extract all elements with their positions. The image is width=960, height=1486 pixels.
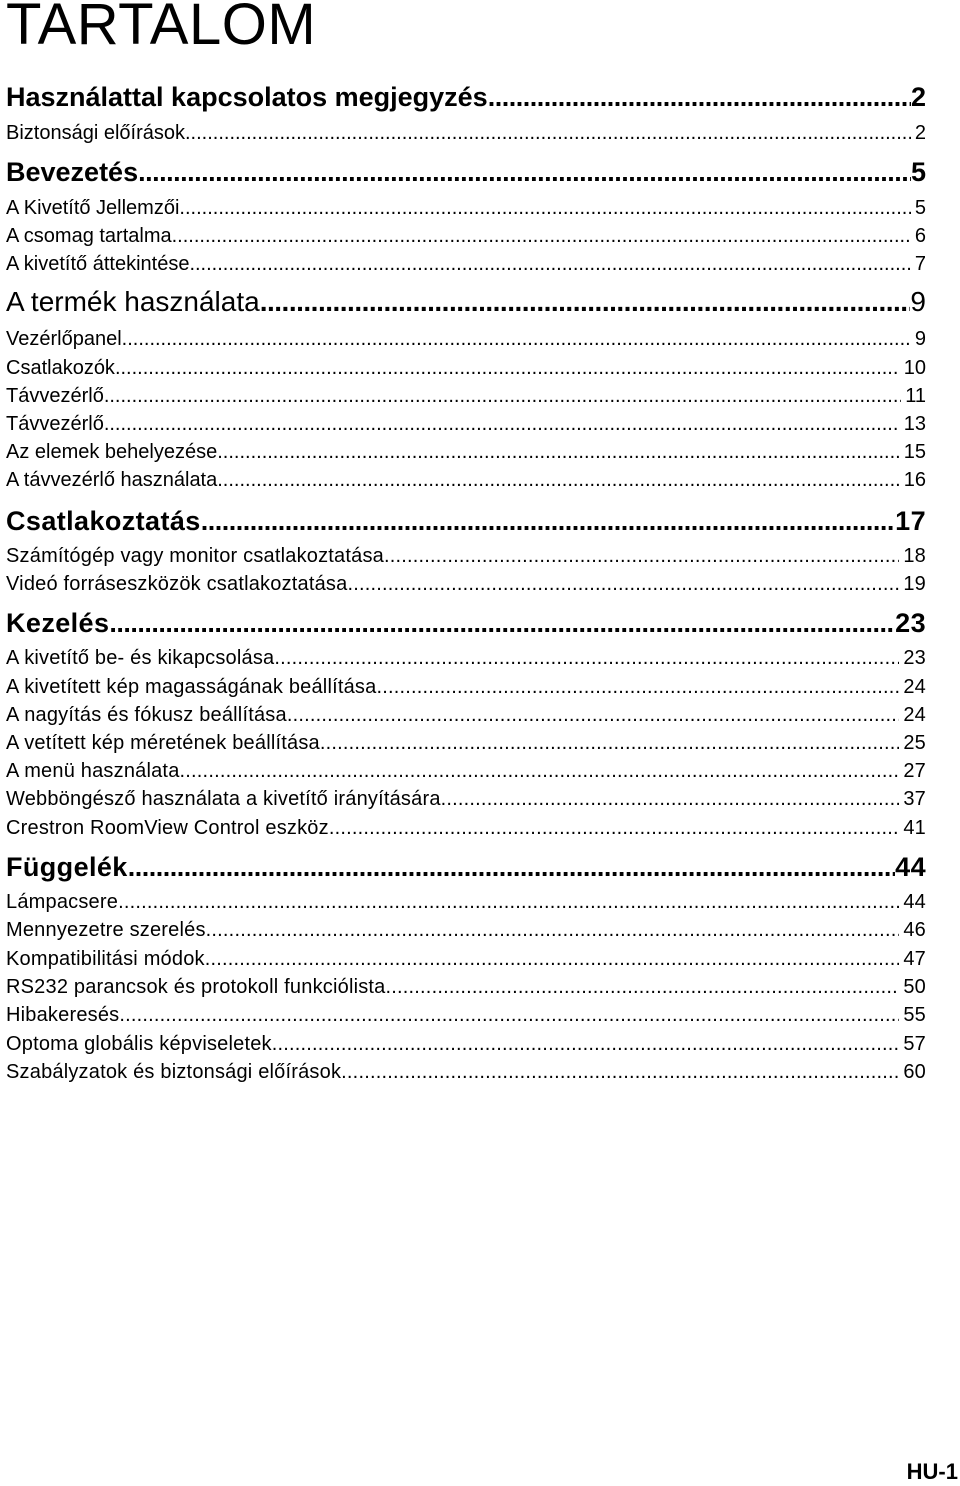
toc-entry-page: 37 xyxy=(903,788,926,810)
dot-leader xyxy=(205,946,900,972)
toc-entry-page: 15 xyxy=(903,441,926,463)
toc-heading-kezeles[interactable] xyxy=(6,607,926,639)
toc-entry-page: 5 xyxy=(914,197,926,219)
dot-leader xyxy=(179,195,910,221)
toc-entry-label: A távvezérlő használata xyxy=(6,469,218,491)
toc-entry-page: 10 xyxy=(903,357,926,379)
dot-leader xyxy=(109,607,895,639)
toc-entry[interactable] xyxy=(6,889,926,915)
dot-leader xyxy=(115,355,900,381)
toc-heading-label: A termék használata xyxy=(6,286,260,317)
toc-entry-label: Hibakeresés xyxy=(6,1004,120,1026)
toc-entry[interactable] xyxy=(6,439,926,465)
toc-entry-page: 11 xyxy=(905,385,926,407)
toc-heading-page: 17 xyxy=(895,506,926,536)
toc-entry-label: Webböngésző használata a kivetítő irányítására xyxy=(6,788,441,810)
dot-leader xyxy=(201,505,895,537)
toc-entry-label: Videó forráseszközök csatlakoztatása xyxy=(6,573,348,595)
toc-entry-page: 6 xyxy=(914,225,926,247)
toc-heading-fuggelek[interactable] xyxy=(6,851,926,883)
toc-entry-page: 46 xyxy=(903,919,926,941)
dot-leader xyxy=(185,120,911,146)
toc-entry-label: Kompatibilitási módok xyxy=(6,948,205,970)
toc-entry[interactable] xyxy=(6,355,926,381)
toc-entry-page: 2 xyxy=(914,122,926,144)
dot-leader xyxy=(189,251,910,277)
dot-leader xyxy=(172,223,911,249)
dot-leader xyxy=(329,815,900,841)
dot-leader xyxy=(287,702,900,728)
toc-entry[interactable] xyxy=(6,758,926,784)
toc-entry-page: 41 xyxy=(903,817,926,839)
toc-entry-page: 24 xyxy=(903,676,926,698)
toc-entry-label: A kivetítő áttekintése xyxy=(6,253,190,275)
toc-heading-page: 5 xyxy=(910,157,926,187)
page-number: HU-1 xyxy=(906,1459,958,1484)
toc-entry-page: 27 xyxy=(903,760,926,782)
dot-leader xyxy=(272,1031,900,1057)
toc-entry-label: Biztonsági előírások xyxy=(6,122,185,144)
dot-leader xyxy=(138,156,911,188)
toc-entry-page: 7 xyxy=(914,253,926,275)
dot-leader xyxy=(386,974,900,1000)
toc-entry-label: Szabályzatok és biztonsági előírások xyxy=(6,1061,342,1083)
dot-leader xyxy=(488,81,911,113)
toc-entry[interactable] xyxy=(6,543,926,569)
toc-entry-label: A nagyítás és fókusz beállítása xyxy=(6,704,287,726)
dot-leader xyxy=(320,730,899,756)
toc-heading-bevezetes[interactable] xyxy=(6,156,926,188)
dot-leader xyxy=(347,571,899,597)
dot-leader xyxy=(260,286,911,318)
toc-entry-label: Lámpacsere xyxy=(6,891,119,913)
toc-entry-page: 19 xyxy=(903,573,926,595)
toc-entry-page: 44 xyxy=(903,891,926,913)
toc-entry-page: 24 xyxy=(903,704,926,726)
toc-entry-label: A menü használata xyxy=(6,760,180,782)
toc-entry-page: 9 xyxy=(914,328,926,350)
toc-entry-label: Vezérlőpanel xyxy=(6,328,122,350)
toc-entry-label: Optoma globális képviseletek xyxy=(6,1033,272,1055)
dot-leader xyxy=(217,439,900,465)
toc-entry-label: Csatlakozók xyxy=(6,357,115,379)
toc-entry-page: 18 xyxy=(903,545,926,567)
toc-entry[interactable] xyxy=(6,383,926,409)
toc-heading-termek-hasznalata[interactable] xyxy=(6,286,926,318)
toc-entry[interactable] xyxy=(6,326,926,352)
toc-entry[interactable] xyxy=(6,1002,926,1028)
toc-entry[interactable] xyxy=(6,467,926,493)
toc-entry[interactable] xyxy=(6,917,926,943)
toc-entry[interactable] xyxy=(6,974,926,1000)
toc-entry[interactable] xyxy=(6,120,926,146)
toc-entry-label: Crestron RoomView Control eszköz xyxy=(6,817,329,839)
toc-entry-label: Mennyezetre szerelés xyxy=(6,919,206,941)
dot-leader xyxy=(217,467,900,493)
toc-heading-label: Függelék xyxy=(6,852,128,882)
toc-entry-label: RS232 parancsok és protokoll funkciólista xyxy=(6,976,386,998)
toc-entry-label: Távvezérlő xyxy=(6,385,104,407)
toc-heading-label: Bevezetés xyxy=(6,157,139,187)
toc-heading-page: 2 xyxy=(910,82,926,112)
dot-leader xyxy=(274,645,899,671)
toc-entry[interactable] xyxy=(6,223,926,249)
toc-entry[interactable] xyxy=(6,786,926,812)
toc-entry[interactable] xyxy=(6,1031,926,1057)
toc-entry-page: 55 xyxy=(903,1004,926,1026)
toc-entry[interactable] xyxy=(6,1059,926,1085)
toc-entry[interactable] xyxy=(6,411,926,437)
page-title: TARTALOM xyxy=(6,0,317,57)
toc-heading-page: 23 xyxy=(895,608,926,638)
toc-entry-page: 57 xyxy=(903,1033,926,1055)
toc-entry-label: A kivetített kép magasságának beállítása xyxy=(6,676,377,698)
dot-leader xyxy=(376,674,899,700)
toc-entry[interactable] xyxy=(6,251,926,277)
toc-entry-page: 50 xyxy=(903,976,926,998)
toc-entry[interactable] xyxy=(6,645,926,671)
toc-entry-label: A csomag tartalma xyxy=(6,225,172,247)
toc-entry-page: 47 xyxy=(903,948,926,970)
toc-entry-page: 23 xyxy=(903,647,926,669)
dot-leader xyxy=(384,543,899,569)
toc-entry[interactable] xyxy=(6,571,926,597)
toc-entry-label: Távvezérlő xyxy=(6,413,104,435)
toc-entry-page: 13 xyxy=(903,413,926,435)
toc-heading-page: 9 xyxy=(910,286,926,317)
dot-leader xyxy=(341,1059,899,1085)
toc-entry[interactable] xyxy=(6,815,926,841)
dot-leader xyxy=(441,786,900,812)
toc-entry-label: A kivetítő be- és kikapcsolása xyxy=(6,647,275,669)
toc-entry-label: Az elemek behelyezése xyxy=(6,441,218,463)
dot-leader xyxy=(122,326,911,352)
dot-leader xyxy=(119,1002,899,1028)
toc-heading-hasznalattal[interactable] xyxy=(6,81,926,113)
toc-entry[interactable] xyxy=(6,195,926,221)
dot-leader xyxy=(128,851,895,883)
toc-entry-label: A vetített kép méretének beállítása xyxy=(6,732,320,754)
toc-heading-label: Csatlakoztatás xyxy=(6,506,201,536)
dot-leader xyxy=(104,383,901,409)
toc-entry-page: 16 xyxy=(903,469,926,491)
toc-entry-label: A Kivetítő Jellemzői xyxy=(6,197,180,219)
toc-entry[interactable] xyxy=(6,702,926,728)
toc-entry-label: Számítógép vagy monitor csatlakoztatása xyxy=(6,545,384,567)
toc-heading-page: 44 xyxy=(895,852,926,882)
toc-heading-label: Kezelés xyxy=(6,608,110,638)
toc-entry[interactable] xyxy=(6,946,926,972)
toc-entry[interactable] xyxy=(6,674,926,700)
toc-entry-page: 60 xyxy=(903,1061,926,1083)
toc-entry[interactable] xyxy=(6,730,926,756)
dot-leader xyxy=(180,758,900,784)
toc-heading-label: Használattal kapcsolatos megjegyzés xyxy=(6,82,488,112)
dot-leader xyxy=(118,889,899,915)
toc-heading-csatlakoztatas[interactable] xyxy=(6,505,926,537)
dot-leader xyxy=(206,917,900,943)
dot-leader xyxy=(104,411,900,437)
toc-entry-page: 25 xyxy=(903,732,926,754)
